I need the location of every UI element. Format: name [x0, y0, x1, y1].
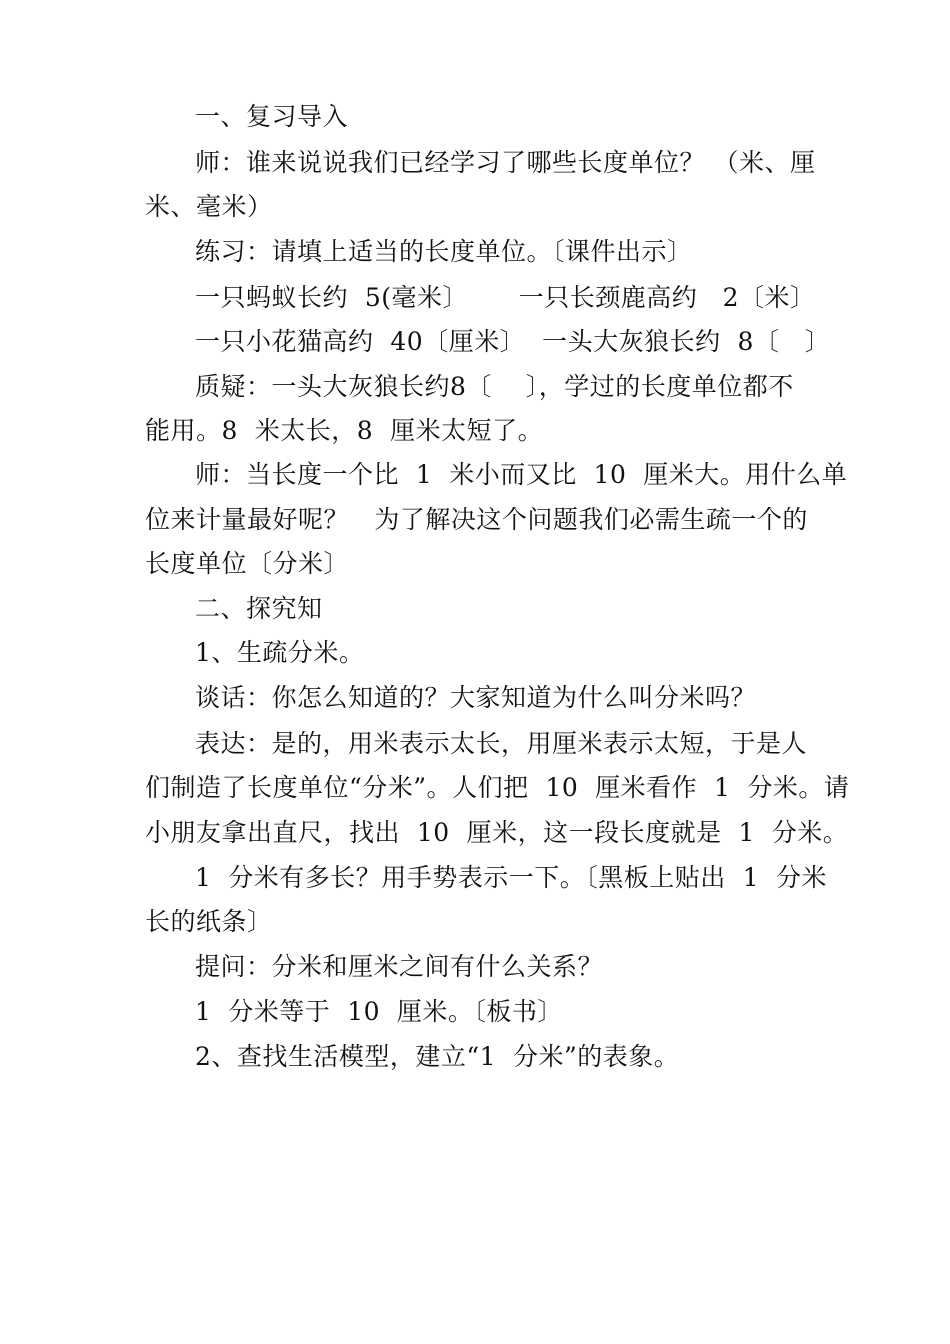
section-heading-explore: 二、探究知 — [195, 594, 323, 623]
paragraph-line: 一只小花猫高约 40〔厘米〕 一头大灰狼长约 8〔 〕 — [195, 327, 831, 356]
paragraph-line: 练习：请填上适当的长度单位。〔课件出示〕 — [195, 237, 693, 266]
paragraph-line: 表达：是的，用米表示太长，用厘米表示太短，于是人 — [195, 729, 808, 758]
paragraph-line: 能用。8 米太长，8 厘米太短了。 — [145, 416, 544, 445]
paragraph-line: 米、毫米） — [145, 192, 273, 221]
paragraph-line: 1 分米等于 10 厘米。〔板书〕 — [195, 997, 563, 1026]
paragraph-line: 谈话：你怎么知道的？大家知道为什么叫分米吗？ — [195, 683, 757, 712]
section-heading-review: 一、复习导入 — [195, 102, 349, 131]
paragraph-line: 长的纸条〕 — [145, 907, 273, 936]
paragraph-line: 位来计量最好呢？ 为了解决这个问题我们必需生疏一个的 — [145, 505, 808, 534]
paragraph-line: 小朋友拿出直尺，找出 10 厘米，这一段长度就是 1 分米。 — [145, 818, 849, 847]
paragraph-line: 一只蚂蚁长约 5(毫米〕 一只长颈鹿高约 2〔米〕 — [195, 283, 816, 312]
paragraph-line: 1 分米有多长？用手势表示一下。〔黑板上贴出 1 分米 — [195, 863, 827, 892]
paragraph-line: 们制造了长度单位“分米”。人们把 10 厘米看作 1 分米。请 — [145, 773, 850, 802]
paragraph-line: 1、生疏分米。 — [195, 638, 365, 667]
paragraph-line: 师：当长度一个比 1 米小而又比 10 厘米大。用什么单 — [195, 460, 848, 489]
paragraph-line: 师：谁来说说我们已经学习了哪些长度单位？ （米、厘 — [195, 148, 816, 177]
paragraph-line: 提问：分米和厘米之间有什么关系？ — [195, 952, 604, 981]
paragraph-line: 长度单位〔分米〕 — [145, 549, 350, 578]
paragraph-line: 质疑：一头大灰狼长约8〔 〕，学过的长度单位都不 — [195, 372, 794, 401]
paragraph-line: 2、查找生活模型，建立“1 分米”的表象。 — [195, 1042, 680, 1071]
